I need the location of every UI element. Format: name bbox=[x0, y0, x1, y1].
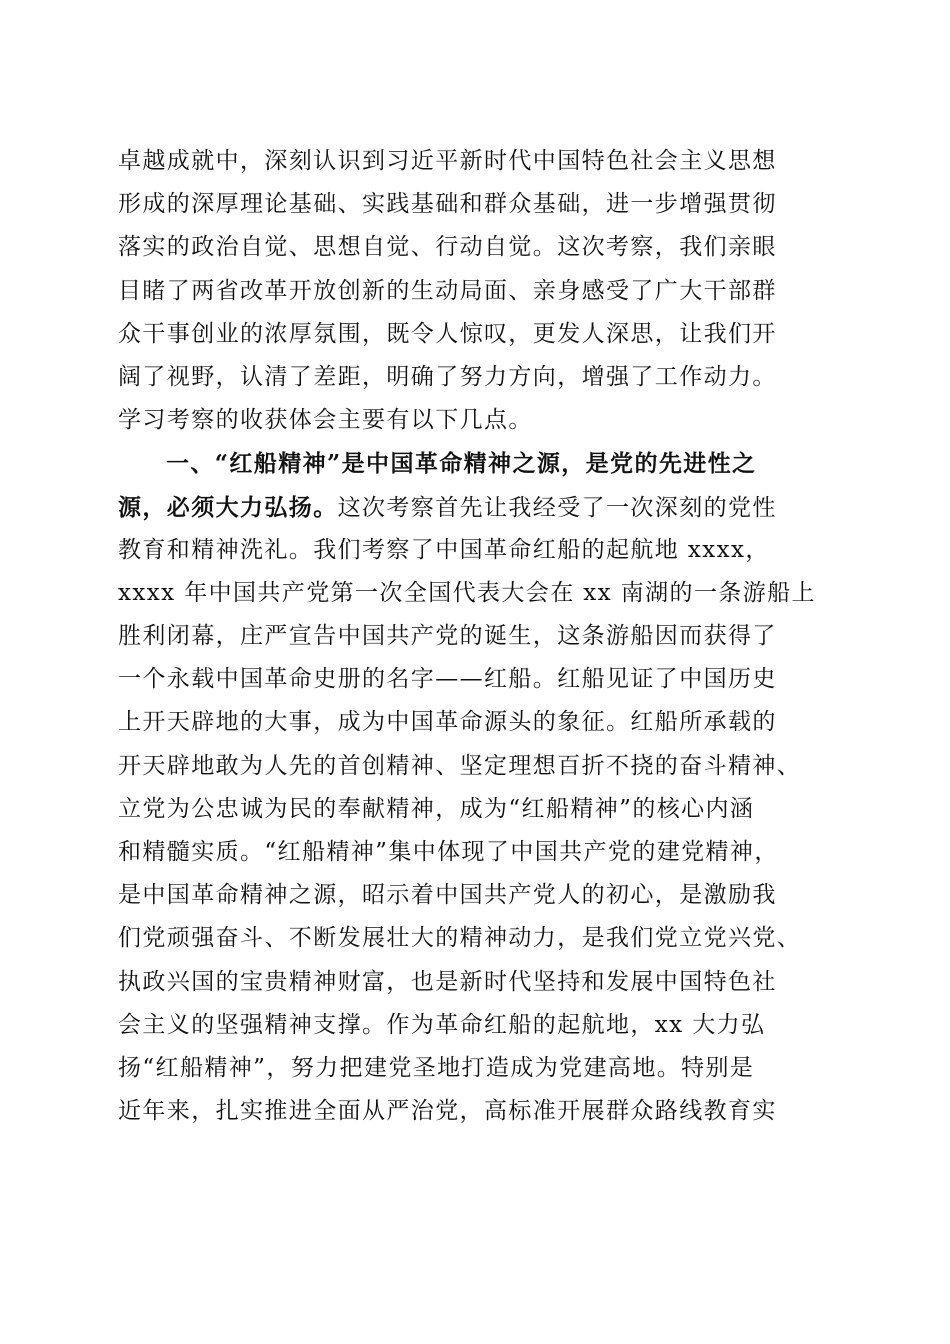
text-line bbox=[118, 658, 834, 701]
line-text: 胜利闭幕，庄严宣告中国共产党的诞生，这条游船因而获得了 bbox=[118, 623, 777, 650]
text-line bbox=[118, 399, 834, 442]
text-line bbox=[118, 572, 834, 615]
section-heading-end: 源，必须大力弘扬。 bbox=[118, 493, 338, 521]
line-text: 形成的深厚理论基础、实践基础和群众基础，进一步增强贯彻 bbox=[118, 191, 777, 218]
text-line bbox=[118, 226, 834, 269]
line-text: 这次考察首先让我经受了一次深刻的党性 bbox=[337, 494, 777, 521]
text-line bbox=[118, 788, 834, 831]
document-body bbox=[118, 140, 834, 1133]
text-line bbox=[118, 529, 834, 572]
line-text: 上开天辟地的大事，成为中国革命源头的象征。红船所承载的 bbox=[118, 709, 777, 736]
line-text: 落实的政治自觉、思想自觉、行动自觉。这次考察，我们亲眼 bbox=[118, 234, 777, 261]
text-line bbox=[118, 961, 834, 1004]
line-text: 开天辟地敢为人先的首创精神、坚定理想百折不挠的奋斗精神、 bbox=[118, 752, 802, 779]
text-line bbox=[118, 356, 834, 399]
line-text: 立党为公忠诚为民的奉献精神，成为“红船精神”的核心内涵 bbox=[118, 795, 755, 822]
text-line bbox=[118, 183, 834, 226]
text-line bbox=[118, 1090, 834, 1133]
text-line bbox=[118, 745, 834, 788]
section-heading: 一、“红船精神”是中国革命精神之源，是党的先进性之 bbox=[166, 450, 757, 478]
line-text: 目睹了两省改革开放创新的生动局面、亲身感受了广大干部群 bbox=[118, 277, 777, 304]
text-line bbox=[118, 831, 834, 874]
line-text: 众干事创业的浓厚氛围，既令人惊叹，更发人深思，让我们开 bbox=[118, 320, 777, 347]
text-line bbox=[118, 1004, 834, 1047]
text-line bbox=[118, 313, 834, 356]
line-text: 近年来，扎实推进全面从严治党，高标准开展群众路线教育实 bbox=[118, 1098, 777, 1125]
line-text: 和精髓实质。“红船精神”集中体现了中国共产党的建党精神， bbox=[118, 839, 779, 865]
section-heading-line bbox=[118, 442, 834, 485]
line-text: xxxx 年中国共产党第一次全国代表大会在 xx 南湖的一条游船上 bbox=[118, 579, 816, 606]
line-text: 是中国革命精神之源，昭示着中国共产党人的初心，是激励我 bbox=[118, 882, 777, 909]
line-text: 们党顽强奋斗、不断发展壮大的精神动力，是我们党立党兴党、 bbox=[118, 925, 802, 952]
text-line bbox=[118, 917, 834, 960]
text-line bbox=[118, 701, 834, 744]
line-text: 教育和精神洗礼。我们考察了中国革命红船的起航地 xxxx， bbox=[118, 536, 770, 563]
section-heading-continuation-line bbox=[118, 486, 834, 529]
line-text: 执政兴国的宝贵精神财富，也是新时代坚持和发展中国特色社 bbox=[118, 968, 777, 995]
line-text: 扬“红船精神”，努力把建党圣地打造成为党建高地。特别是 bbox=[118, 1054, 755, 1081]
line-text: 会主义的坚强精神支撑。作为革命红船的起航地，xx 大力弘 bbox=[118, 1011, 766, 1038]
text-line bbox=[118, 615, 834, 658]
text-line bbox=[118, 140, 834, 183]
text-line bbox=[118, 1047, 834, 1090]
line-text: 卓越成就中，深刻认识到习近平新时代中国特色社会主义思想 bbox=[118, 148, 777, 174]
text-line bbox=[118, 874, 834, 917]
line-text: 一个永载中国革命史册的名字——红船。红船见证了中国历史 bbox=[118, 666, 777, 693]
text-line bbox=[118, 270, 834, 313]
line-text: 阔了视野，认清了差距，明确了努力方向，增强了工作动力。 bbox=[118, 363, 777, 390]
line-text: 学习考察的收获体会主要有以下几点。 bbox=[118, 407, 533, 434]
